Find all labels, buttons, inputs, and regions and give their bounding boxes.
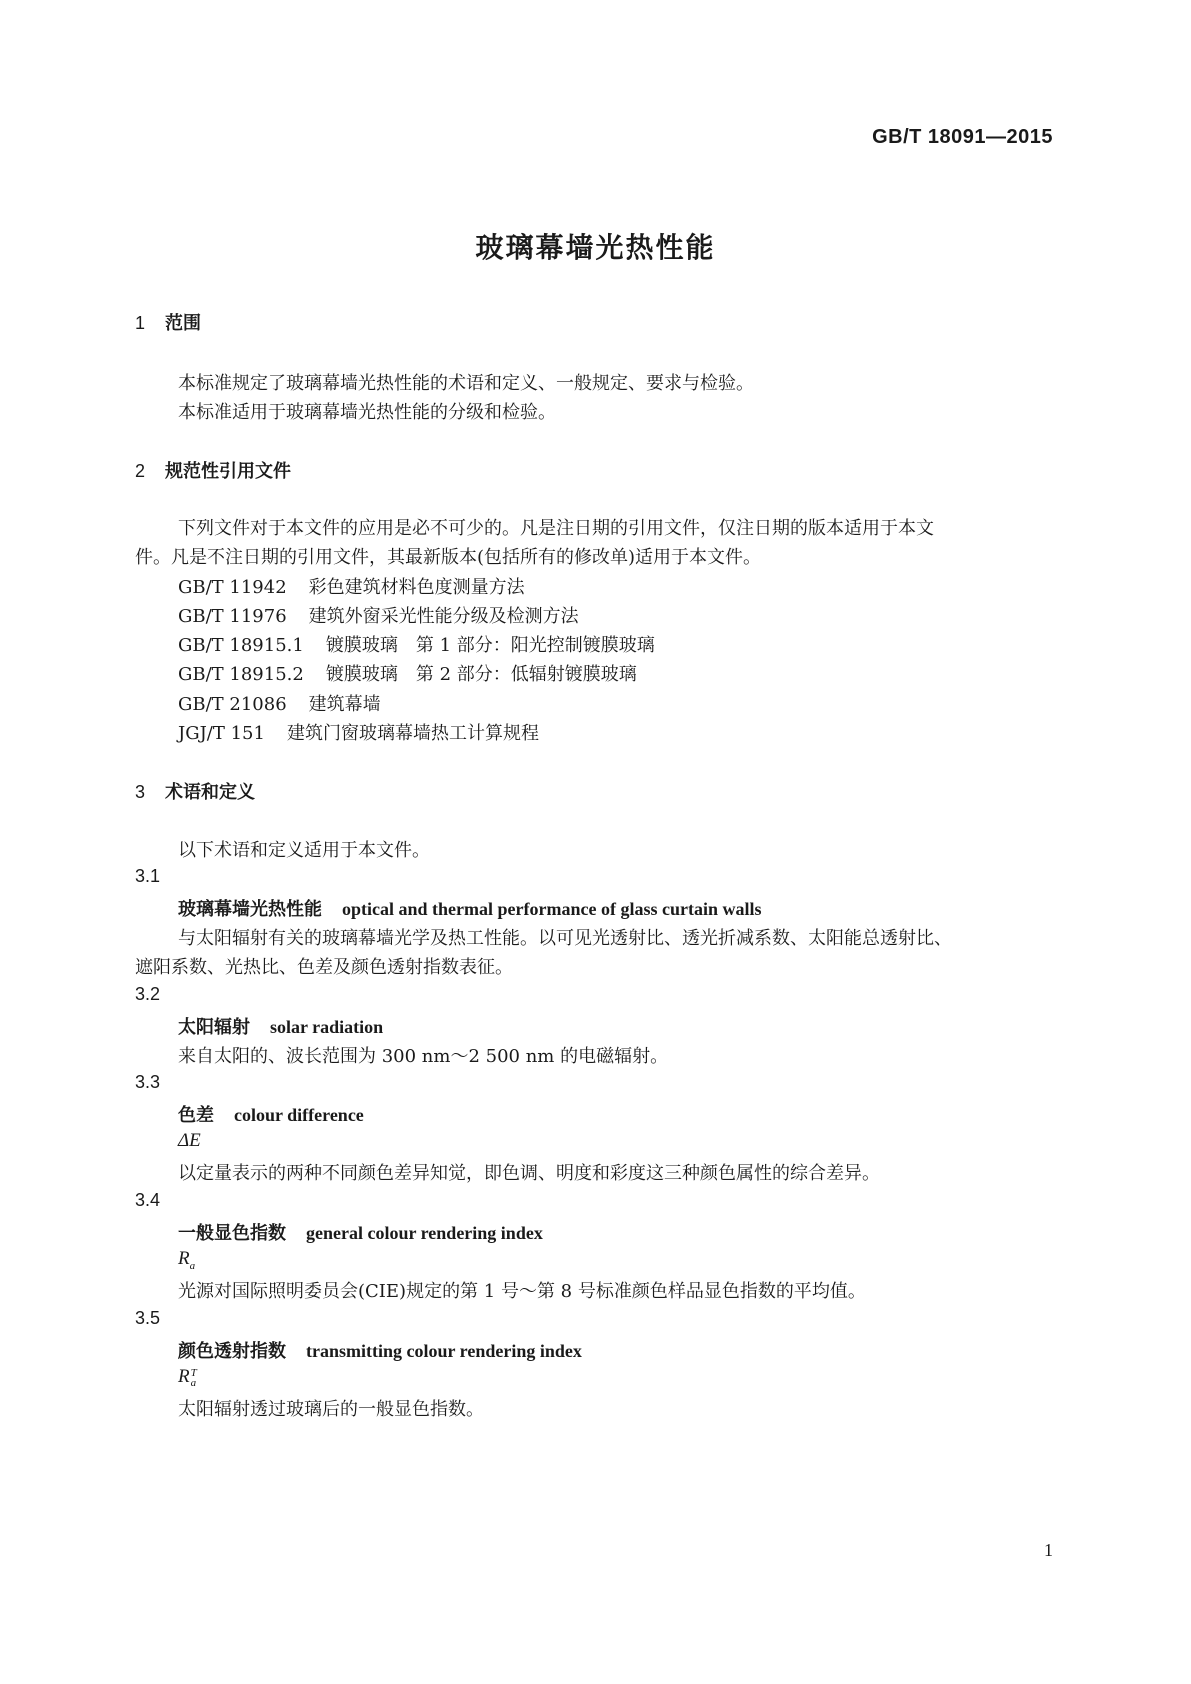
reference-code: GB/T 18915.1 [178, 635, 304, 656]
term-name-en: colour difference [234, 1105, 364, 1125]
symbol-base: R [178, 1248, 190, 1269]
term-heading [178, 1219, 543, 1245]
term-name-zh: 一般显色指数 [178, 1223, 286, 1244]
standard-code: GB/T 18091—2015 [872, 126, 1053, 148]
reference-item [178, 690, 381, 716]
reference-code: GB/T 21086 [178, 694, 287, 715]
term-heading [178, 1337, 582, 1363]
term-definition: 来自太阳的、波长范围为 300 nm～2 500 nm 的电磁辐射。 [178, 1046, 669, 1067]
symbol-subscript: a [190, 1376, 197, 1389]
section-2-heading [135, 457, 291, 483]
references-intro-line-1: 下列文件对于本文件的应用是必不可少的。凡是注日期的引用文件，仅注日期的版本适用于本文 [178, 518, 934, 539]
terms-intro: 以下术语和定义适用于本文件。 [178, 840, 430, 861]
term-number: 3.2 [135, 984, 161, 1004]
term-definition: 以定量表示的两种不同颜色差异知觉，即色调、明度和彩度这三种颜色属性的综合差异。 [178, 1163, 880, 1184]
term-name-zh: 玻璃幕墙光热性能 [178, 899, 322, 920]
section-title: 范围 [165, 313, 201, 334]
term-name-en: general colour rendering index [306, 1223, 543, 1243]
term-symbol [178, 1366, 197, 1388]
scope-paragraph-2: 本标准适用于玻璃幕墙光热性能的分级和检验。 [178, 402, 556, 423]
reference-title: 镀膜玻璃 第 1 部分：阳光控制镀膜玻璃 [325, 635, 655, 656]
term-definition-line-1: 与太阳辐射有关的玻璃幕墙光学及热工性能。以可见光透射比、透光折减系数、太阳能总透射比、 [178, 928, 952, 949]
term-definition: 太阳辐射透过玻璃后的一般显色指数。 [178, 1399, 484, 1420]
section-title: 规范性引用文件 [165, 461, 291, 482]
document-title: 玻璃幕墙光热性能 [475, 231, 716, 264]
symbol-base: R [178, 1366, 190, 1387]
term-heading [178, 1101, 364, 1127]
section-number: 1 [135, 313, 146, 333]
symbol-subscript: a [189, 1259, 196, 1272]
page-number: 1 [1044, 1540, 1053, 1560]
section-3-heading [135, 778, 255, 804]
term-definition: 光源对国际照明委员会(CIE)规定的第 1 号～第 8 号标准颜色样品显色指数的平均值。 [178, 1281, 866, 1302]
term-symbol [178, 1248, 195, 1272]
term-heading [178, 1013, 383, 1039]
term-heading [178, 895, 761, 921]
term-number: 3.3 [135, 1072, 161, 1092]
term-number: 3.4 [135, 1190, 161, 1210]
section-number: 3 [135, 782, 146, 802]
reference-item [178, 631, 655, 657]
reference-item [178, 719, 539, 745]
reference-title: 建筑外窗采光性能分级及检测方法 [308, 606, 579, 627]
section-number: 2 [135, 461, 146, 481]
section-1-heading [135, 309, 201, 335]
reference-title: 建筑幕墙 [308, 694, 381, 715]
term-name-en: transmitting colour rendering index [306, 1341, 582, 1361]
term-name-en: solar radiation [270, 1017, 384, 1037]
section-title: 术语和定义 [165, 782, 255, 803]
term-name-en: optical and thermal performance of glass curtain walls [342, 899, 762, 919]
term-name-zh: 颜色透射指数 [178, 1341, 286, 1362]
reference-code: GB/T 18915.2 [178, 664, 304, 685]
term-name-zh: 色差 [178, 1105, 214, 1126]
term-number: 3.1 [135, 866, 161, 886]
reference-item [178, 602, 579, 628]
reference-item [178, 660, 637, 686]
reference-code: JGJ/T 151 [178, 723, 265, 744]
reference-code: GB/T 11942 [178, 577, 287, 598]
term-number: 3.5 [135, 1308, 161, 1328]
term-symbol: ΔE [178, 1130, 201, 1151]
symbol-superscript: T [190, 1366, 197, 1379]
reference-title: 彩色建筑材料色度测量方法 [308, 577, 525, 598]
term-definition-line-2: 遮阳系数、光热比、色差及颜色透射指数表征。 [135, 957, 513, 978]
reference-code: GB/T 11976 [178, 606, 287, 627]
reference-title: 镀膜玻璃 第 2 部分：低辐射镀膜玻璃 [325, 664, 637, 685]
references-intro-line-2: 件。凡是不注日期的引用文件，其最新版本(包括所有的修改单)适用于本文件。 [135, 547, 762, 568]
term-name-zh: 太阳辐射 [178, 1017, 250, 1038]
reference-title: 建筑门窗玻璃幕墙热工计算规程 [286, 723, 539, 744]
reference-item [178, 573, 525, 599]
scope-paragraph-1: 本标准规定了玻璃幕墙光热性能的术语和定义、一般规定、要求与检验。 [178, 373, 754, 394]
